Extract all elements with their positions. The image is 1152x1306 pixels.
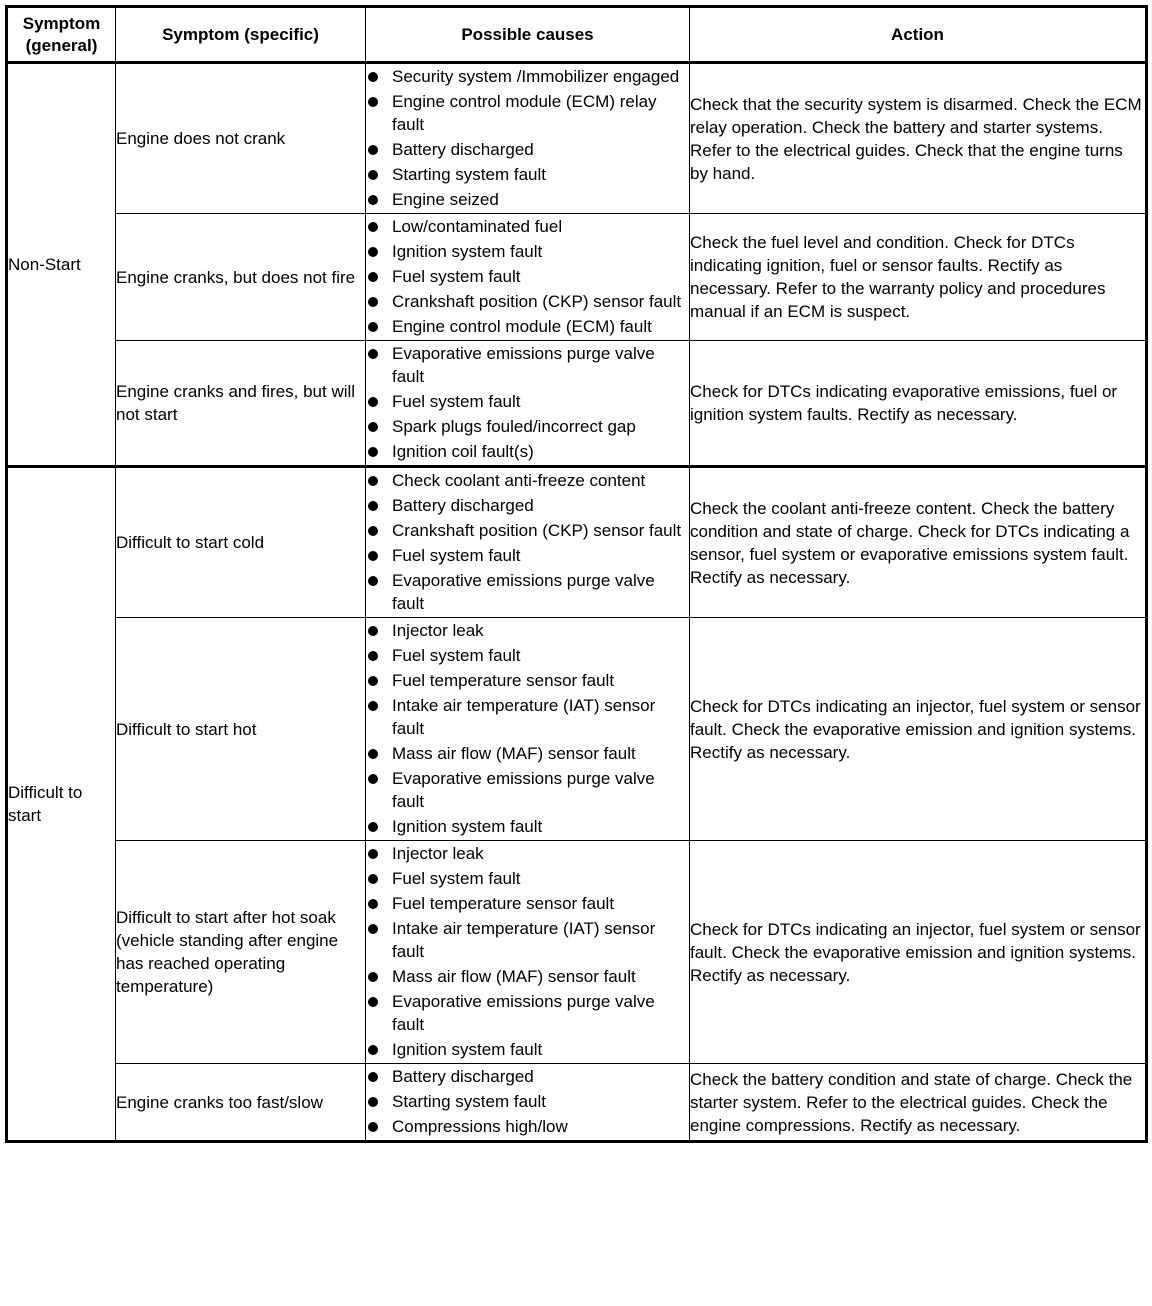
- bullet-icon: [368, 924, 378, 934]
- causes-list: [366, 342, 689, 463]
- table-row: [7, 841, 1147, 1064]
- list-item: [366, 842, 689, 865]
- possible-causes-cell: [366, 214, 690, 341]
- table-row: [7, 63, 1147, 214]
- action-cell: Check the fuel level and condition. Check for DTCs indicating ignition, fuel or sensor faults. Rectify as necessary. Refer to the warranty policy and procedures manual if an ECM is suspect.: [690, 214, 1147, 341]
- header-symptom-specific: Symptom (specific): [116, 7, 366, 63]
- cause-text: Compressions high/low: [392, 1117, 568, 1136]
- table-body: [7, 63, 1147, 1142]
- bullet-icon: [368, 576, 378, 586]
- header-symptom-general: Symptom (general): [7, 7, 116, 63]
- list-item: [366, 390, 689, 413]
- bullet-icon: [368, 651, 378, 661]
- bullet-icon: [368, 972, 378, 982]
- cause-text: Mass air flow (MAF) sensor fault: [392, 967, 636, 986]
- cause-text: Fuel system fault: [392, 646, 521, 665]
- bullet-icon: [368, 899, 378, 909]
- list-item: [366, 1038, 689, 1061]
- symptom-specific-cell: Engine cranks too fast/slow: [116, 1064, 366, 1142]
- action-cell: Check the battery condition and state of charge. Check the starter system. Refer to the electrical guides. Check the engine compressions. Rectify as necessary.: [690, 1064, 1147, 1142]
- list-item: [366, 569, 689, 615]
- cause-text: Fuel system fault: [392, 869, 521, 888]
- list-item: [366, 1065, 689, 1088]
- cause-text: Injector leak: [392, 621, 484, 640]
- list-item: [366, 315, 689, 338]
- cause-text: Battery discharged: [392, 140, 534, 159]
- symptom-general-cell: Difficult to start: [7, 467, 116, 1142]
- action-cell: Check the coolant anti-freeze content. Check the battery condition and state of charge. Check for DTCs indicating a sensor, fuel system or evaporative emissions system fault. Rectify as necessary.: [690, 467, 1147, 618]
- cause-text: Fuel system fault: [392, 546, 521, 565]
- diagnostic-table: [5, 5, 1148, 1143]
- bullet-icon: [368, 626, 378, 636]
- bullet-icon: [368, 97, 378, 107]
- cause-text: Battery discharged: [392, 496, 534, 515]
- bullet-icon: [368, 774, 378, 784]
- symptom-specific-cell: Engine cranks, but does not fire: [116, 214, 366, 341]
- bullet-icon: [368, 297, 378, 307]
- bullet-icon: [368, 501, 378, 511]
- bullet-icon: [368, 701, 378, 711]
- bullet-icon: [368, 247, 378, 257]
- symptom-specific-cell: Engine cranks and fires, but will not start: [116, 341, 366, 467]
- cause-text: Injector leak: [392, 844, 484, 863]
- table-row: [7, 1064, 1147, 1142]
- cause-text: Ignition system fault: [392, 817, 543, 836]
- causes-list: [366, 65, 689, 211]
- list-item: [366, 138, 689, 161]
- list-item: [366, 519, 689, 542]
- symptom-general-cell: Non-Start: [7, 63, 116, 467]
- bullet-icon: [368, 272, 378, 282]
- header-possible-causes: Possible causes: [366, 7, 690, 63]
- possible-causes-cell: [366, 467, 690, 618]
- possible-causes-cell: [366, 341, 690, 467]
- cause-text: Ignition system fault: [392, 1040, 543, 1059]
- causes-list: [366, 619, 689, 838]
- cause-text: Crankshaft position (CKP) sensor fault: [392, 521, 682, 540]
- cause-text: Intake air temperature (IAT) sensor fault: [392, 696, 656, 738]
- cause-text: Evaporative emissions purge valve fault: [392, 571, 655, 613]
- symptom-specific-cell: Engine does not crank: [116, 63, 366, 214]
- cause-text: Crankshaft position (CKP) sensor fault: [392, 292, 682, 311]
- list-item: [366, 990, 689, 1036]
- cause-text: Spark plugs fouled/incorrect gap: [392, 417, 636, 436]
- bullet-icon: [368, 322, 378, 332]
- possible-causes-cell: [366, 63, 690, 214]
- bullet-icon: [368, 195, 378, 205]
- causes-list: [366, 842, 689, 1061]
- action-cell: Check for DTCs indicating an injector, fuel system or sensor fault. Check the evaporative emission and ignition systems. Rectify as necessary.: [690, 841, 1147, 1064]
- symptom-specific-cell: Difficult to start after hot soak (vehicle standing after engine has reached operating temperature): [116, 841, 366, 1064]
- list-item: [366, 644, 689, 667]
- cause-text: Starting system fault: [392, 1092, 547, 1111]
- list-item: [366, 694, 689, 740]
- cause-text: Intake air temperature (IAT) sensor fault: [392, 919, 656, 961]
- header-action: Action: [690, 7, 1147, 63]
- cause-text: Fuel temperature sensor fault: [392, 894, 615, 913]
- list-item: [366, 188, 689, 211]
- possible-causes-cell: [366, 618, 690, 841]
- bullet-icon: [368, 749, 378, 759]
- bullet-icon: [368, 1072, 378, 1082]
- cause-text: Engine control module (ECM) fault: [392, 317, 652, 336]
- table-row: [7, 467, 1147, 618]
- list-item: [366, 90, 689, 136]
- list-item: [366, 65, 689, 88]
- cause-text: Engine seized: [392, 190, 499, 209]
- cause-text: Evaporative emissions purge valve fault: [392, 992, 655, 1034]
- list-item: [366, 767, 689, 813]
- list-item: [366, 965, 689, 988]
- bullet-icon: [368, 349, 378, 359]
- cause-text: Ignition system fault: [392, 242, 543, 261]
- list-item: [366, 290, 689, 313]
- header-row: [7, 7, 1147, 63]
- list-item: [366, 742, 689, 765]
- causes-list: [366, 469, 689, 615]
- list-item: [366, 867, 689, 890]
- cause-text: Starting system fault: [392, 165, 547, 184]
- bullet-icon: [368, 170, 378, 180]
- symptom-specific-cell: Difficult to start cold: [116, 467, 366, 618]
- cause-text: Battery discharged: [392, 1067, 534, 1086]
- bullet-icon: [368, 822, 378, 832]
- list-item: [366, 917, 689, 963]
- cause-text: Engine control module (ECM) relay fault: [392, 92, 657, 134]
- list-item: [366, 163, 689, 186]
- action-cell: Check for DTCs indicating evaporative emissions, fuel or ignition system faults. Rectify as necessary.: [690, 341, 1147, 467]
- list-item: [366, 240, 689, 263]
- list-item: [366, 415, 689, 438]
- list-item: [366, 1115, 689, 1138]
- list-item: [366, 342, 689, 388]
- cause-text: Fuel system fault: [392, 392, 521, 411]
- list-item: [366, 815, 689, 838]
- list-item: [366, 469, 689, 492]
- table-row: [7, 618, 1147, 841]
- action-cell: Check for DTCs indicating an injector, fuel system or sensor fault. Check the evaporative emission and ignition systems. Rectify as necessary.: [690, 618, 1147, 841]
- cause-text: Check coolant anti-freeze content: [392, 471, 646, 490]
- bullet-icon: [368, 72, 378, 82]
- list-item: [366, 215, 689, 238]
- bullet-icon: [368, 447, 378, 457]
- list-item: [366, 619, 689, 642]
- list-item: [366, 440, 689, 463]
- possible-causes-cell: [366, 841, 690, 1064]
- bullet-icon: [368, 476, 378, 486]
- list-item: [366, 1090, 689, 1113]
- bullet-icon: [368, 222, 378, 232]
- list-item: [366, 892, 689, 915]
- list-item: [366, 265, 689, 288]
- causes-list: [366, 1065, 689, 1138]
- table-row: [7, 214, 1147, 341]
- cause-text: Low/contaminated fuel: [392, 217, 563, 236]
- table-row: [7, 341, 1147, 467]
- bullet-icon: [368, 1122, 378, 1132]
- bullet-icon: [368, 997, 378, 1007]
- cause-text: Evaporative emissions purge valve fault: [392, 769, 655, 811]
- bullet-icon: [368, 397, 378, 407]
- bullet-icon: [368, 1045, 378, 1055]
- bullet-icon: [368, 551, 378, 561]
- cause-text: Ignition coil fault(s): [392, 442, 534, 461]
- bullet-icon: [368, 676, 378, 686]
- bullet-icon: [368, 874, 378, 884]
- cause-text: Mass air flow (MAF) sensor fault: [392, 744, 636, 763]
- bullet-icon: [368, 1097, 378, 1107]
- list-item: [366, 494, 689, 517]
- causes-list: [366, 215, 689, 338]
- cause-text: Evaporative emissions purge valve fault: [392, 344, 655, 386]
- cause-text: Fuel temperature sensor fault: [392, 671, 615, 690]
- bullet-icon: [368, 526, 378, 536]
- cause-text: Fuel system fault: [392, 267, 521, 286]
- action-cell: Check that the security system is disarmed. Check the ECM relay operation. Check the battery and starter systems. Refer to the electrical guides. Check that the engine turns by hand.: [690, 63, 1147, 214]
- list-item: [366, 544, 689, 567]
- symptom-specific-cell: Difficult to start hot: [116, 618, 366, 841]
- bullet-icon: [368, 145, 378, 155]
- bullet-icon: [368, 849, 378, 859]
- list-item: [366, 669, 689, 692]
- bullet-icon: [368, 422, 378, 432]
- possible-causes-cell: [366, 1064, 690, 1142]
- cause-text: Security system /Immobilizer engaged: [392, 67, 680, 86]
